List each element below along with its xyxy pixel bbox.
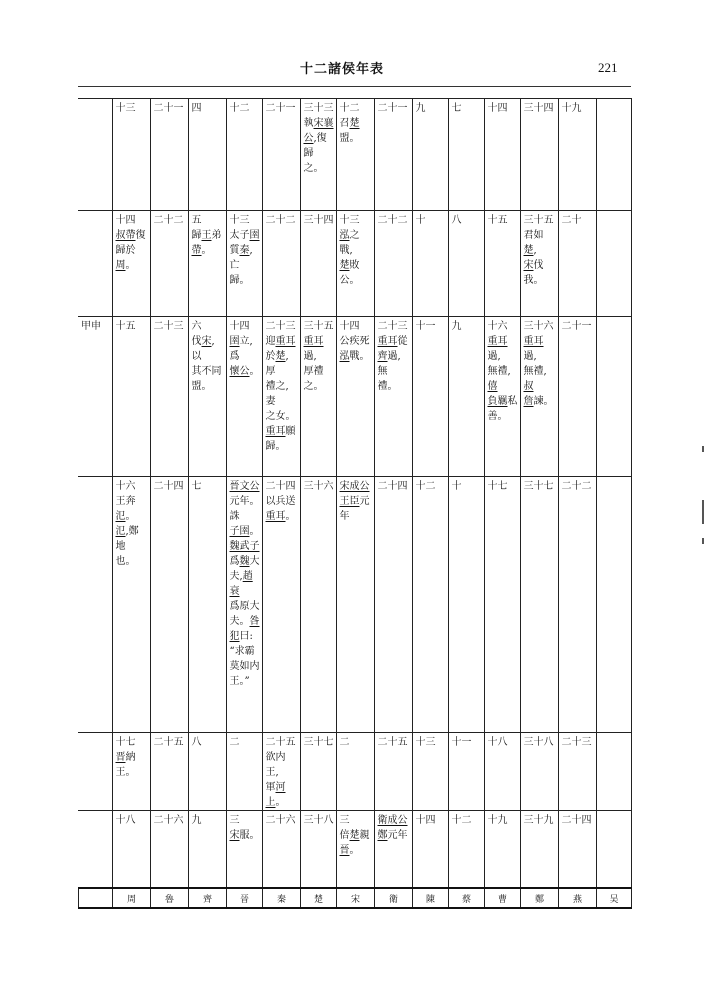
year-cell: 十九 xyxy=(558,99,596,211)
state-label: 燕 xyxy=(559,888,597,908)
year-cell: 二十四 xyxy=(150,477,188,733)
year-cell: 十三 太子圉 質秦,亡 歸。 xyxy=(226,211,262,317)
year-cell: 三 倍楚親 晉。 xyxy=(336,811,374,889)
header-rule xyxy=(78,86,631,87)
ganzhi-cell xyxy=(78,211,112,317)
state-label: 魯 xyxy=(151,888,189,908)
year-cell: 十八 xyxy=(112,811,150,889)
state-header-row xyxy=(78,887,632,909)
year-cell: 二十五 xyxy=(150,733,188,811)
year-cell: 十四 xyxy=(484,99,520,211)
year-cell: 二 xyxy=(336,733,374,811)
year-cell xyxy=(596,211,631,317)
state-label: 楚 xyxy=(301,888,337,908)
year-cell xyxy=(596,733,631,811)
state-label: 晉 xyxy=(227,888,263,908)
ganzhi-cell xyxy=(78,477,112,733)
year-cell: 二十二 xyxy=(262,211,300,317)
table-row xyxy=(78,211,631,317)
year-cell: 二十三 迎重耳 於楚,厚 禮之,妻 之女。 重耳願 歸。 xyxy=(262,317,300,477)
state-label: 鄭 xyxy=(521,888,559,908)
year-cell: 十七 xyxy=(484,477,520,733)
year-cell: 十 xyxy=(448,477,484,733)
ganzhi-cell xyxy=(78,733,112,811)
year-cell: 十四 叔帶復 歸於周。 xyxy=(112,211,150,317)
year-cell: 三十七 xyxy=(300,733,336,811)
year-cell: 衛成公 鄭元年 xyxy=(374,811,412,889)
year-cell: 二十二 xyxy=(374,211,412,317)
year-cell: 十五 xyxy=(112,317,150,477)
year-cell xyxy=(596,99,631,211)
ganzhi-cell xyxy=(78,811,112,889)
ganzhi-cell: 甲申 xyxy=(78,317,112,477)
table-row xyxy=(78,811,631,889)
year-cell: 六 伐宋,以 其不同 盟。 xyxy=(188,317,226,477)
year-cell: 十四 圉立,爲 懷公。 xyxy=(226,317,262,477)
year-cell: 三十八 xyxy=(520,733,558,811)
year-cell: 二十四 以兵送 重耳。 xyxy=(262,477,300,733)
year-cell: 三十五 君如楚, 宋伐我。 xyxy=(520,211,558,317)
year-cell xyxy=(596,317,631,477)
year-cell: 七 xyxy=(448,99,484,211)
year-cell xyxy=(596,811,631,889)
table-row xyxy=(78,733,631,811)
year-cell xyxy=(596,477,631,733)
year-cell: 二十二 xyxy=(150,211,188,317)
year-cell: 二十三 xyxy=(558,733,596,811)
year-cell: 二十六 xyxy=(262,811,300,889)
page-title: 十二諸侯年表 xyxy=(300,62,385,77)
year-cell: 二十一 xyxy=(558,317,596,477)
year-cell: 十 xyxy=(412,211,448,317)
year-cell: 十二 xyxy=(448,811,484,889)
year-cell: 二十 xyxy=(558,211,596,317)
year-cell: 三十四 xyxy=(300,211,336,317)
state-label: 衛 xyxy=(375,888,413,908)
margin-mark xyxy=(702,538,704,544)
year-cell: 二十五 欲内王, 軍河上。 xyxy=(262,733,300,811)
year-cell: 二十四 xyxy=(374,477,412,733)
year-cell: 二十二 xyxy=(558,477,596,733)
year-cell: 八 xyxy=(448,211,484,317)
year-cell: 十二 召楚盟。 xyxy=(336,99,374,211)
year-cell: 三十六 xyxy=(300,477,336,733)
year-cell: 五 歸王弟 帶。 xyxy=(188,211,226,317)
year-cell: 九 xyxy=(448,317,484,477)
year-cell: 三十六 重耳過, 無禮,叔 詹諫。 xyxy=(520,317,558,477)
year-cell: 十四 公疾死 泓戰。 xyxy=(336,317,374,477)
year-cell: 十二 xyxy=(226,99,262,211)
year-cell: 十八 xyxy=(484,733,520,811)
year-cell: 二十一 xyxy=(262,99,300,211)
year-cell: 九 xyxy=(188,811,226,889)
margin-mark xyxy=(702,500,704,524)
year-cell: 七 xyxy=(188,477,226,733)
state-label xyxy=(79,888,113,908)
year-cell: 三十四 xyxy=(520,99,558,211)
year-cell: 三十八 xyxy=(300,811,336,889)
table-row xyxy=(78,317,631,477)
year-cell: 二十五 xyxy=(374,733,412,811)
year-cell: 二十四 xyxy=(558,811,596,889)
year-cell: 十七 晋納王。 xyxy=(112,733,150,811)
year-cell: 八 xyxy=(188,733,226,811)
year-cell: 九 xyxy=(412,99,448,211)
year-cell: 宋成公 王臣元 年 xyxy=(336,477,374,733)
table-row xyxy=(78,477,631,733)
state-label: 秦 xyxy=(263,888,301,908)
year-cell: 二十六 xyxy=(150,811,188,889)
year-cell: 十四 xyxy=(412,811,448,889)
year-cell: 二十三 重耳從 齊過,無 禮。 xyxy=(374,317,412,477)
state-label: 吴 xyxy=(597,888,632,908)
year-cell: 十五 xyxy=(484,211,520,317)
year-cell: 二十一 xyxy=(374,99,412,211)
year-cell: 十三 xyxy=(412,733,448,811)
year-cell: 十九 xyxy=(484,811,520,889)
year-cell: 十一 xyxy=(412,317,448,477)
margin-mark xyxy=(702,446,704,452)
state-label: 齊 xyxy=(189,888,227,908)
state-label: 周 xyxy=(113,888,151,908)
chronology-table xyxy=(78,98,632,889)
table-row xyxy=(78,99,631,211)
year-cell: 二十三 xyxy=(150,317,188,477)
year-cell: 十三 泓之戰, 楚敗公。 xyxy=(336,211,374,317)
year-cell: 晉文公 元年。誅 子圉。 魏武子 爲魏大 夫,趙衰 爲原大 夫。咎 犯曰: “求霸 莫如内 王。” xyxy=(226,477,262,733)
year-cell: 三十五 重耳過, 厚禮之。 xyxy=(300,317,336,477)
state-label: 蔡 xyxy=(449,888,485,908)
year-cell: 四 xyxy=(188,99,226,211)
year-cell: 三十三 執宋襄 公,復歸 之。 xyxy=(300,99,336,211)
page-number: 221 xyxy=(598,60,618,75)
state-label: 宋 xyxy=(337,888,375,908)
year-cell: 十一 xyxy=(448,733,484,811)
year-cell: 二 xyxy=(226,733,262,811)
year-cell: 十六 重耳過, 無禮,僖 負羈私 善。 xyxy=(484,317,520,477)
year-cell: 十三 xyxy=(112,99,150,211)
state-label: 陳 xyxy=(413,888,449,908)
year-cell: 三十七 xyxy=(520,477,558,733)
year-cell: 十二 xyxy=(412,477,448,733)
year-cell: 十六 王奔氾。 氾,鄭地 也。 xyxy=(112,477,150,733)
year-cell: 三十九 xyxy=(520,811,558,889)
year-cell: 二十一 xyxy=(150,99,188,211)
state-label: 曹 xyxy=(485,888,521,908)
year-cell: 三 宋服。 xyxy=(226,811,262,889)
ganzhi-cell xyxy=(78,99,112,211)
